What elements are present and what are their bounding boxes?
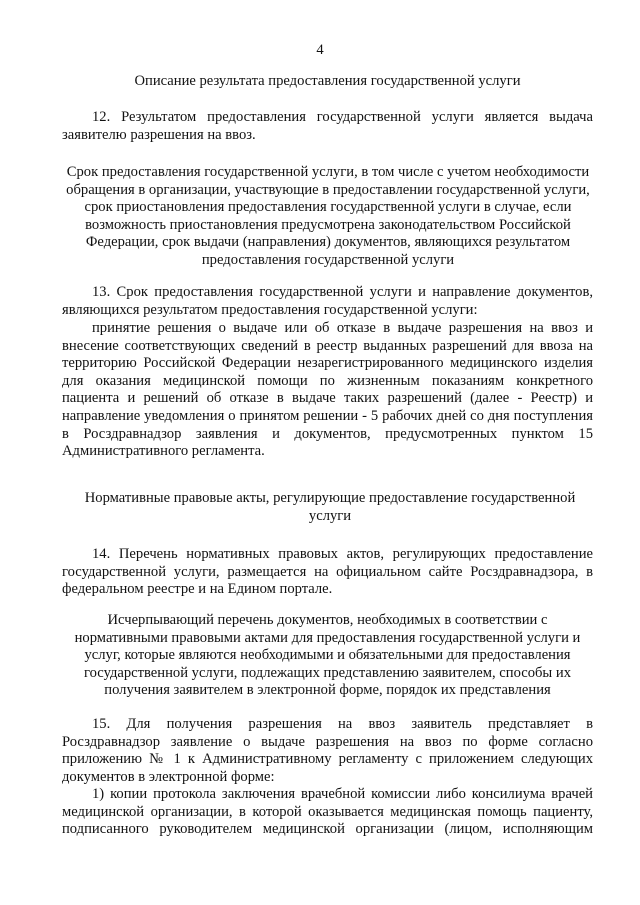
section-heading-documents: Исчерпывающий перечень документов, необходимых в соответствии с нормативными правовыми актами для предоставления государственной услуги и услуг, которые являются необходимыми и обязательными для предоставления государственной услуги, подлежащих представлению заявителем, способы их получения заявителем в электронной форме, порядок их представления <box>74 612 581 699</box>
section-heading-result: Описание результата предоставления государственной услуги <box>134 73 521 89</box>
paragraph-15: 15. Для получения разрешения на ввоз заявитель представляет в Росздравнадзор заявление о выдаче разрешения на ввоз по форме согласно приложению № 1 к Административному регламенту с приложением следующих документов в электронной форме: <box>62 716 593 785</box>
paragraph-13-body: принятие решения о выдаче или об отказе в выдаче разрешения на ввоз и внесение соответствующих сведений в реестр выданных разрешений для ввоза на территорию Российской Федерации незарегистрированного медицинского изделия для оказания медицинской помощи по жизненным показаниям конкретного пациента и решений об отказе в выдаче таких разрешений (далее - Реестр) и направление уведомления о принятом решении - 5 рабочих дней со дня поступления в Росздравнадзор заявления и документов, предусмотренных пунктом 15 Административного регламента. <box>62 320 593 460</box>
page-number: 4 <box>316 42 324 58</box>
paragraph-14: 14. Перечень нормативных правовых актов, регулирующих предоставление государственной услуги, размещается на официальном сайте Росздравнадзора, в федеральном реестре и на Едином портале. <box>62 546 593 598</box>
paragraph-13: 13. Срок предоставления государственной услуги и направление документов, являющихся результатом предоставления государственной услуги: <box>62 284 593 318</box>
paragraph-12: 12. Результатом предоставления государственной услуги является выдача заявителю разрешения на ввоз. <box>62 109 593 143</box>
section-heading-term: Срок предоставления государственной услуги, в том числе с учетом необходимости обращения в организации, участвующие в предоставлении государственной услуги, срок приостановления предоставления государственной услуги в случае, если возможность приостановления предусмотрена законодательством Российской Федерации, срок выдачи (направления) документов, являющихся результатом предоставления государственной услуги <box>66 164 590 268</box>
paragraph-15-item-1: 1) копии протокола заключения врачебной комиссии либо консилиума врачей медицинской организации, в которой оказывается медицинская помощь пациенту, подписанного руководителем медицинской организации (лицом, исполняющим <box>62 786 593 838</box>
section-heading-legal-acts: Нормативные правовые акты, регулирующие предоставление государственной услуги <box>84 490 576 524</box>
